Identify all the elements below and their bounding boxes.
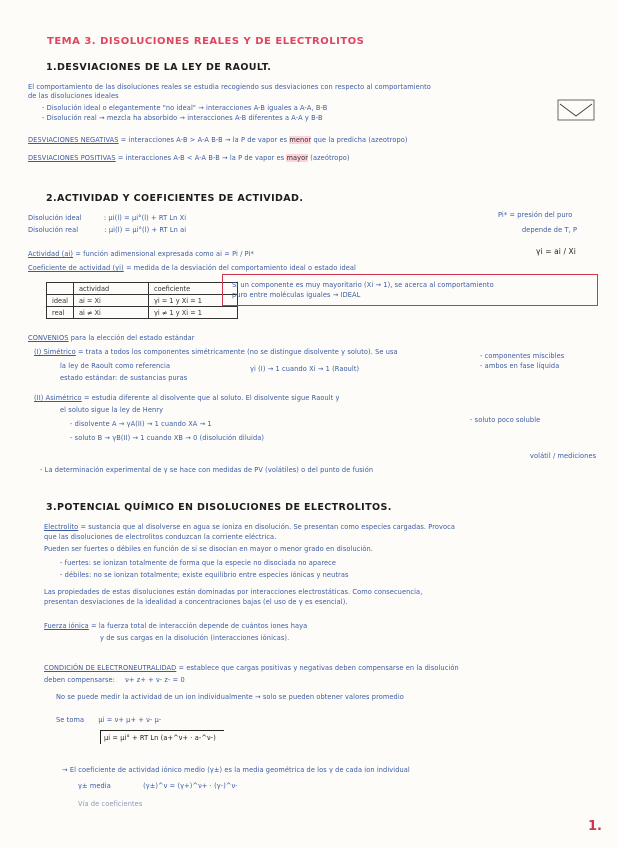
table-cell: γi = 1 y Xi = 1: [148, 295, 237, 307]
ideal-limit-note-2: puro entre moléculas iguales → IDEAL: [232, 291, 361, 299]
mean-label: γ± media: [78, 782, 111, 790]
table-header-cell: actividad: [73, 283, 148, 295]
potential-box-left: [100, 730, 101, 744]
section-1-heading: 1.DESVIACIONES DE LA LEY DE RAOULT.: [46, 62, 272, 73]
coefficient-label: Coeficiente de actividad (γi): [28, 264, 124, 272]
ionic-strength-text: = la fuerza total de interacción depende de cuántos iones haya: [91, 622, 308, 630]
ionic-strength-line-2: y de sus cargas en la disolución (interacciones iónicas).: [100, 634, 290, 642]
potential-label: Se toma: [56, 716, 85, 724]
section-3-heading: 3.POTENCIAL QUÍMICO EN DISOLUCIONES DE ELECTROLITOS.: [46, 502, 392, 513]
electrolyte-text: = sustancia que al disolverse en agua se ioniza en disolución. Se presentan como especies cargadas. Provoca: [80, 523, 456, 531]
experimental-determination: - La determinación experimental de γ se hace con medidas de PV (volátiles) o del punto de fusión: [40, 466, 374, 474]
mixing-sketch-icon: [556, 98, 596, 124]
conventions-heading: [28, 334, 195, 342]
chemical-potential-eq: [56, 716, 161, 724]
ideal-solution-label: Disolución ideal: [28, 214, 82, 222]
negative-deviations-label: DESVIACIONES NEGATIVAS: [28, 136, 119, 144]
asymmetric-note: - soluto poco soluble: [470, 416, 541, 424]
section-2-heading: 2.ACTIVIDAD Y COEFICIENTES DE ACTIVIDAD.: [46, 193, 304, 204]
real-solution-label: Disolución real: [28, 226, 79, 234]
symmetric-note-1: - componentes miscibles: [480, 352, 565, 360]
table-cell: real: [47, 307, 74, 319]
potential-formula: μi = ν+ μ+ + ν- μ-: [98, 716, 162, 724]
electroneutrality-condition: [44, 664, 459, 672]
table-cell: ideal: [47, 295, 74, 307]
real-solution-formula: : μi(l) = μi°(l) + RT Ln ai: [104, 226, 187, 234]
ionic-strength-label: Fuerza iónica: [44, 622, 89, 630]
symmetric-line-2: la ley de Raoult como referencia: [60, 362, 171, 370]
weak-electrolytes: - débiles: no se ionizan totalmente; existe equilibrio entre especies iónicas y neutras: [60, 571, 349, 579]
negative-deviations-text: = interacciones A-B > A-A B-B → la P de vapor es menor que la predicha (azeotropo): [120, 136, 408, 144]
coefficient-definition: [28, 264, 356, 272]
table-cell: ai = Xi: [73, 295, 148, 307]
pure-pressure-note: Pi* = presión del puro: [498, 211, 573, 219]
table-cell: γi ≠ 1 y Xi = 1: [148, 307, 237, 319]
ionic-strength: [44, 622, 307, 630]
positive-deviations-label: DESVIACIONES POSITIVAS: [28, 154, 116, 162]
asymmetric-text: = estudia diferente al disolvente que al soluto. El disolvente sigue Raoult y: [83, 394, 340, 402]
asymmetric-line-2: el soluto sigue la ley de Henry: [60, 406, 164, 414]
electrolyte-line-2: que las disoluciones de electrolitos conduzcan la corriente eléctrica.: [44, 533, 277, 541]
activity-definition: [28, 250, 254, 258]
table-header-cell: coeficiente: [148, 283, 237, 295]
symmetric-text: = trata a todos los componentes simétricamente (no se distingue disolvente y soluto). Se usa: [77, 348, 398, 356]
conventions-label: CONVENIOS: [28, 334, 69, 342]
potential-box-top: [100, 730, 224, 731]
real-solution-eq: [28, 226, 186, 234]
electroneutrality-equation: [44, 676, 185, 684]
ideal-limit-box: [222, 274, 598, 306]
asymmetric-solute: - soluto B → γB(II) → 1 cuando XB → 0 (disolución diluida): [70, 434, 265, 442]
table-header-cell: [47, 283, 74, 295]
electrolyte-label: Electrolito: [44, 523, 79, 531]
symmetric-line-3: estado estándar: de sustancias puras: [60, 374, 188, 382]
table-row: [47, 295, 238, 307]
positive-deviations-text: = interacciones A-B < A-A B-B → la P de vapor es mayor (azeótropo): [117, 154, 350, 162]
symmetric-convention: [34, 348, 398, 356]
mean-activity-equation: [78, 782, 238, 790]
s1-intro-line1: El comportamiento de las disoluciones reales se estudia recogiendo sus desviaciones con respecto al comportamiento: [28, 83, 431, 91]
table-row: [47, 307, 238, 319]
determination-note: volátil / mediciones: [530, 452, 597, 460]
table-cell: ai ≠ Xi: [73, 307, 148, 319]
electrolyte-properties-2: presentan desviaciones de la idealidad a concentraciones bajas (el uso de γ es esencial).: [44, 598, 348, 606]
symmetric-label: (I) Simétrico: [34, 348, 76, 356]
electroneutrality-formula: ν+ z+ + ν- z- = 0: [125, 676, 185, 684]
ideal-solution-eq: [28, 214, 186, 222]
electroneutrality-label: CONDICIÓN DE ELECTRONEUTRALIDAD: [44, 664, 177, 672]
page-title: TEMA 3. DISOLUCIONES REALES Y DE ELECTROLITOS: [47, 36, 365, 47]
activity-coefficient-formula: γi = ai / Xi: [536, 247, 576, 256]
potential-formula-2: μi = μi° + RT Ln (a+^ν+ · a-^ν-): [104, 734, 216, 742]
s1-ideal-bullet: - Disolución ideal o elegantemente "no ideal" → interacciones A-B iguales a A-A, B-B: [42, 104, 328, 112]
electrolyte-properties-1: Las propiedades de estas disoluciones están dominadas por interacciones electrostáticas. Como consecuencia,: [44, 588, 423, 596]
table-header-row: [47, 283, 238, 295]
electroneutrality-text: = establece que cargas positivas y negativas deben compensarse en la disolución: [178, 664, 459, 672]
single-ion-activity-note: No se puede medir la actividad de un ion individualmente → solo se pueden obtener valores promedio: [56, 693, 404, 701]
strong-electrolytes: - fuertes: se ionizan totalmente de forma que la especie no disociada no aparece: [60, 559, 337, 567]
activity-label: Actividad (ai): [28, 250, 74, 258]
negative-deviations: [28, 136, 408, 144]
asymmetric-solvent: - disolvente A → γA(II) → 1 cuando XA → 1: [70, 420, 212, 428]
s1-real-bullet: - Disolución real → mezcla ha absorbido → interacciones A-B diferentes a A-A y B-B: [42, 114, 323, 122]
conventions-text: para la elección del estado estándar: [70, 334, 195, 342]
asymmetric-label: (II) Asimétrico: [34, 394, 82, 402]
positive-deviations: [28, 154, 350, 162]
coefficient-text: = medida de la desviación del comportamiento ideal o estado ideal: [125, 264, 356, 272]
ideal-solution-formula: : μi(l) = μi°(l) + RT Ln Xi: [103, 214, 187, 222]
page-number: 1.: [588, 819, 602, 834]
mean-activity-coefficient: → El coeficiente de actividad iónico medio (γ±) es la media geométrica de los γ de cada ion individual: [62, 766, 410, 774]
symmetric-equation: γi (I) → 1 cuando Xi → 1 (Raoult): [250, 365, 360, 373]
asymmetric-convention: [34, 394, 340, 402]
mean-formula: (γ±)^ν = (γ+)^ν+ · (γ-)^ν-: [143, 782, 238, 790]
depends-note: depende de T, P: [522, 226, 578, 234]
activity-table: [46, 282, 238, 319]
electrolyte-line-3: Pueden ser fuertes o débiles en función de si se disocian en mayor o menor grado en disolución.: [44, 545, 374, 553]
electroneutrality-line-2: deben compensarse:: [44, 676, 115, 684]
ideal-limit-note-1: Si un componente es muy mayoritario (Xi → 1), se acerca al comportamiento: [232, 281, 494, 289]
footnote: Vía de coeficientes: [78, 800, 143, 808]
symmetric-note-2: - ambos en fase líquida: [480, 362, 560, 370]
activity-text: = función adimensional expresada como ai = Pi / Pi*: [75, 250, 254, 258]
s1-intro-line2: de las disoluciones ideales: [28, 92, 119, 100]
electrolyte-definition: [44, 523, 455, 531]
